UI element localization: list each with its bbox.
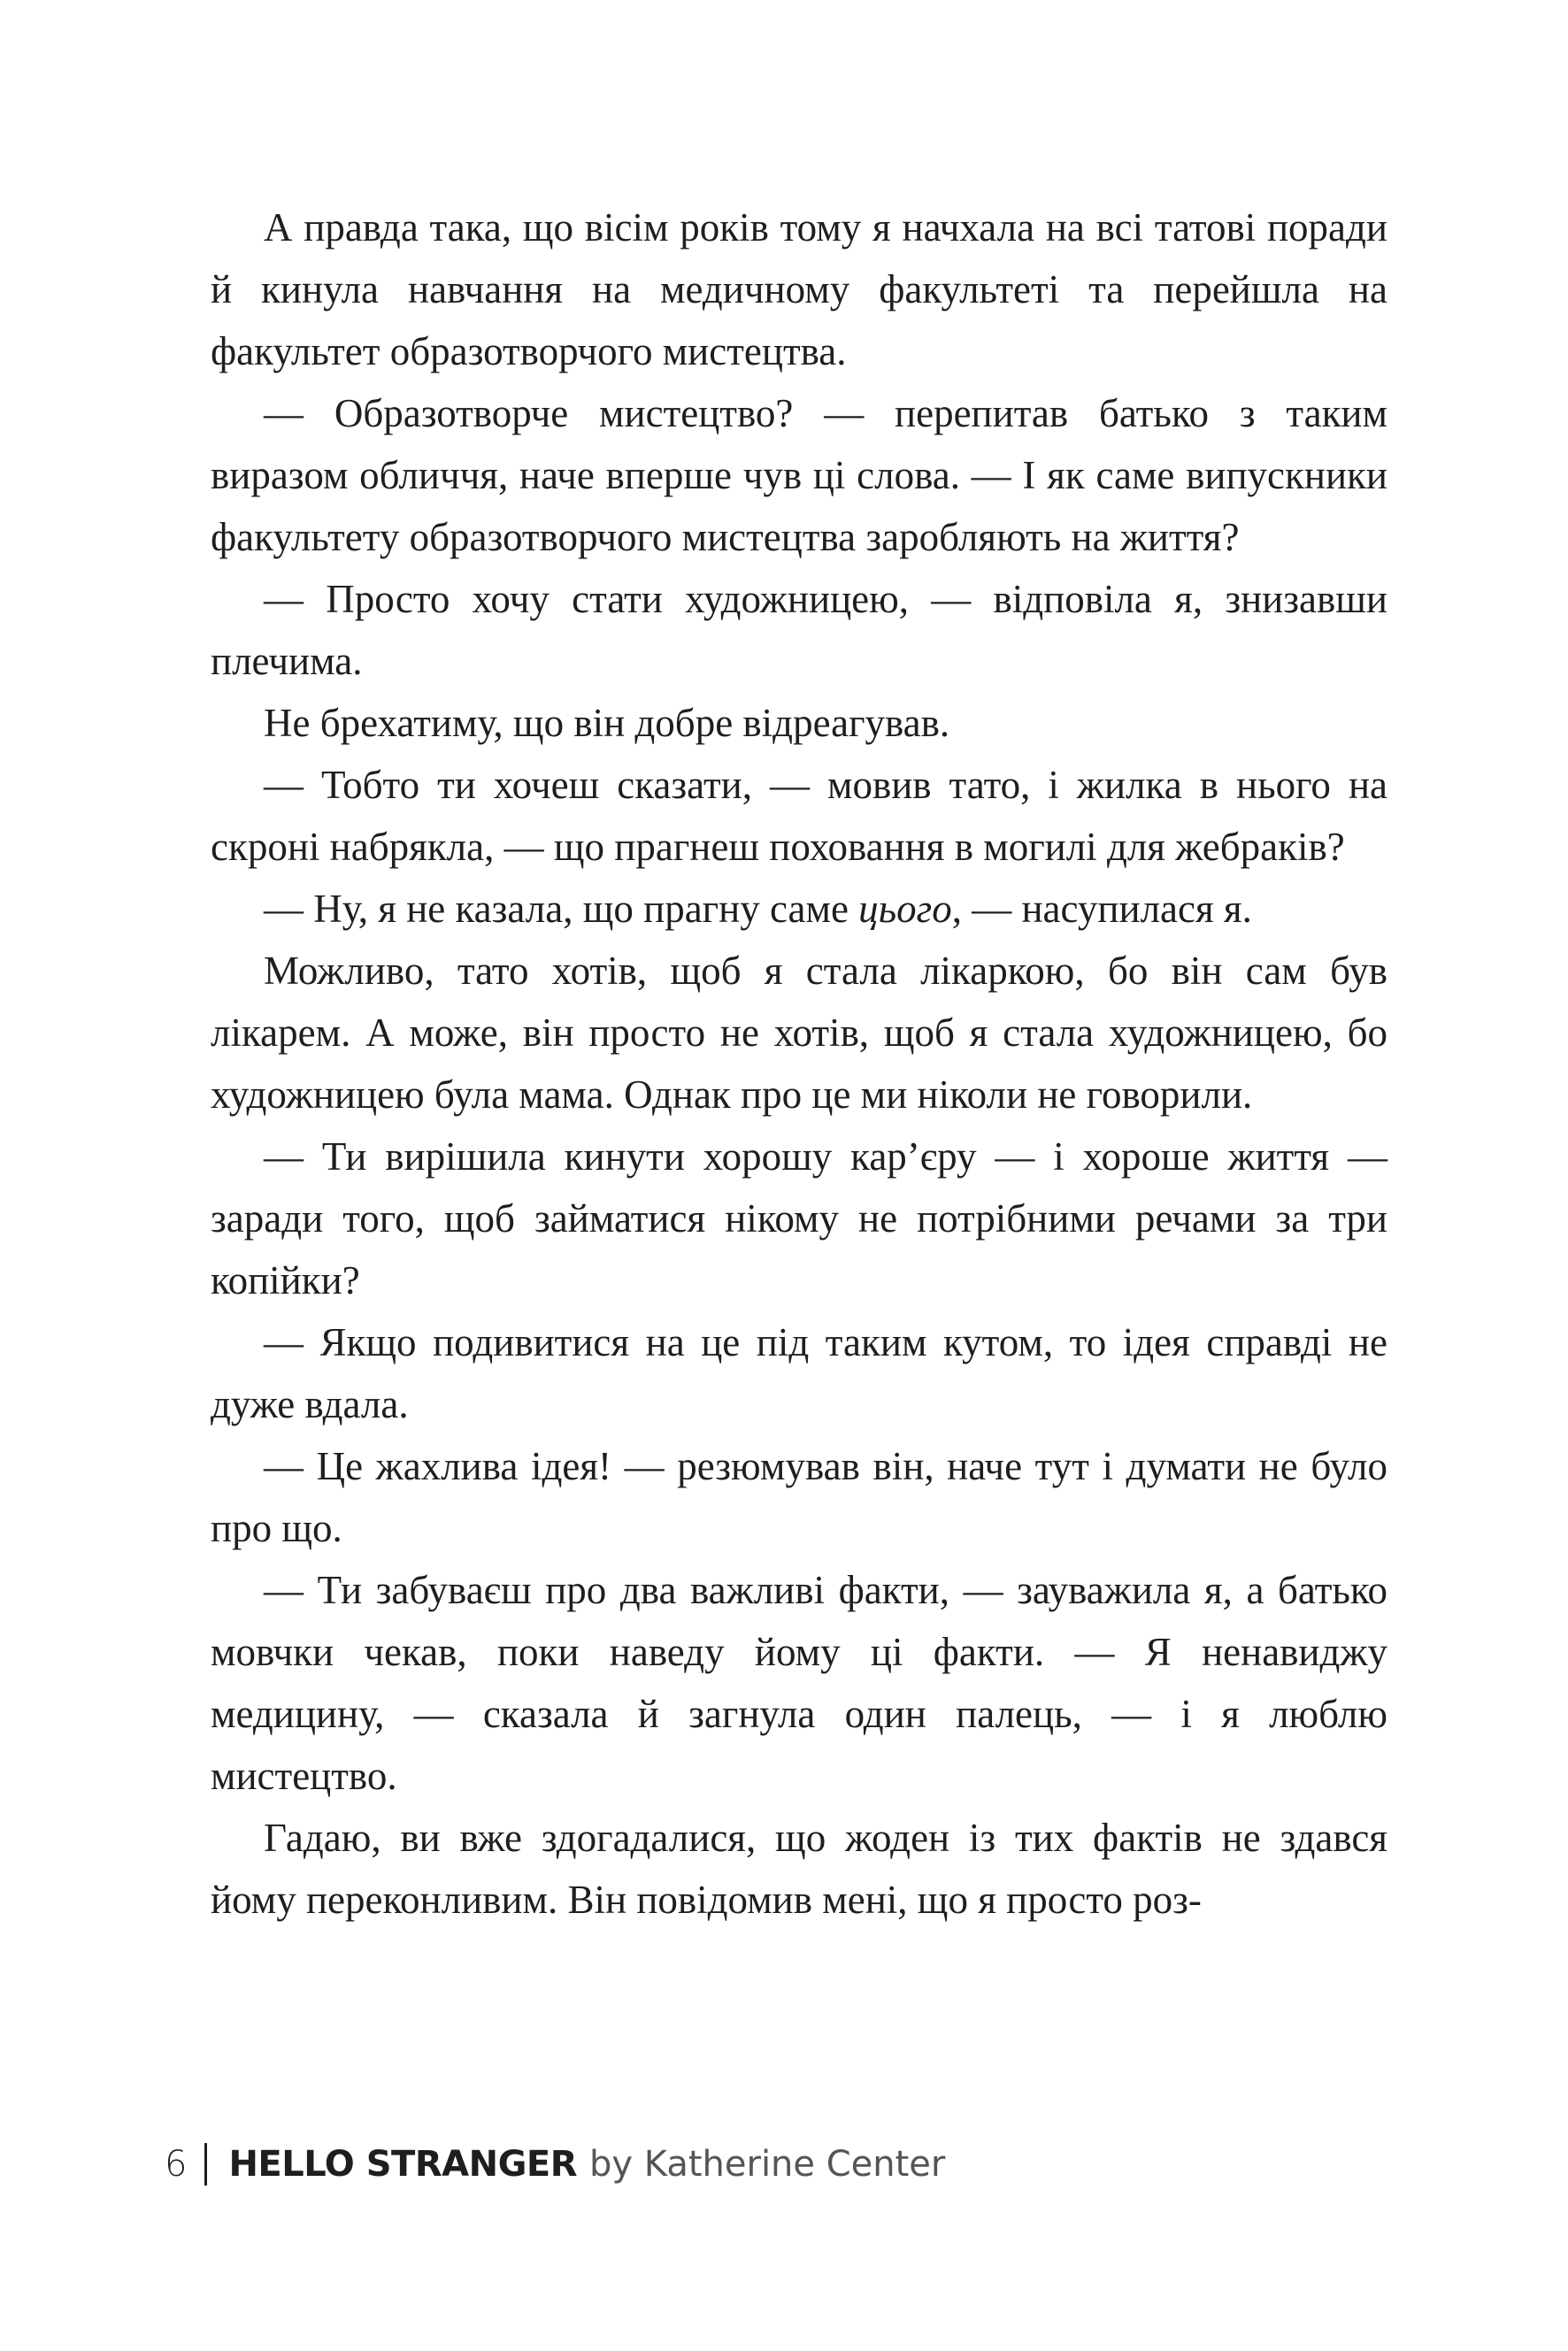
paragraph: Не брехатиму, що він добре відреагував. — [264, 701, 950, 745]
paragraph: — Просто хочу стати художницею, — відповіла я, знизавши плечима. — [211, 577, 1387, 683]
page-number: 6 — [165, 2144, 188, 2185]
italic-emphasis: цього — [858, 887, 952, 931]
page-footer — [165, 2140, 945, 2189]
paragraph: Можливо, тато хотів, щоб я стала лікаркою, бо він сам був лікарем. А може, він просто не хотів, щоб я стала художницею, бо художницею була мама. Однак про це ми ніколи не говорили. — [211, 949, 1387, 1117]
footer-divider — [204, 2143, 207, 2186]
paragraph: — Ти вирішила кинути хорошу кар’єру — і хороше життя — заради того, щоб займатися нікому не потрібними речами за три копійки? — [211, 1134, 1387, 1302]
paragraph: Гадаю, ви вже здогадалися, що жоден із тих фактів не здався йому переконливим. Він повідомив мені, що я просто роз- — [211, 1816, 1387, 1922]
paragraph: — Якщо подивитися на це під таким кутом, то ідея справді не дуже вдала. — [211, 1320, 1387, 1426]
author-byline: by Katherine Center — [589, 2144, 946, 2185]
paragraph: — Тобто ти хочеш сказати, — мовив тато, і жилка в нього на скроні набрякла, — що прагнеш поховання в могилі для жебраків? — [211, 763, 1387, 869]
body-text — [211, 196, 1387, 1931]
paragraph: — Ти забуваєш про два важливі факти, — зауважила я, а батько мовчки чекав, поки наведу йому ці факти. — Я ненавиджу медицину, — сказала й загнула один палець, — і я люблю мистецтво. — [211, 1568, 1387, 1798]
paragraph: — Це жахлива ідея! — резюмував він, наче тут і думати не було про що. — [211, 1444, 1387, 1550]
paragraph: А правда така, що вісім років тому я начхала на всі татові поради й кинула навчання на медичному факультеті та перейшла на факультет образотворчого мистецтва. — [211, 205, 1387, 373]
book-title: HELLO STRANGER — [228, 2144, 578, 2185]
paragraph: — Образотворче мистецтво? — перепитав батько з таким виразом обличчя, наче вперше чув ці слова. — І як саме випускники факультету образотворчого мистецтва заробляють на життя? — [211, 391, 1387, 559]
paragraph: — Ну, я не казала, що прагну саме цього, — насупилася я. — [264, 887, 1252, 931]
